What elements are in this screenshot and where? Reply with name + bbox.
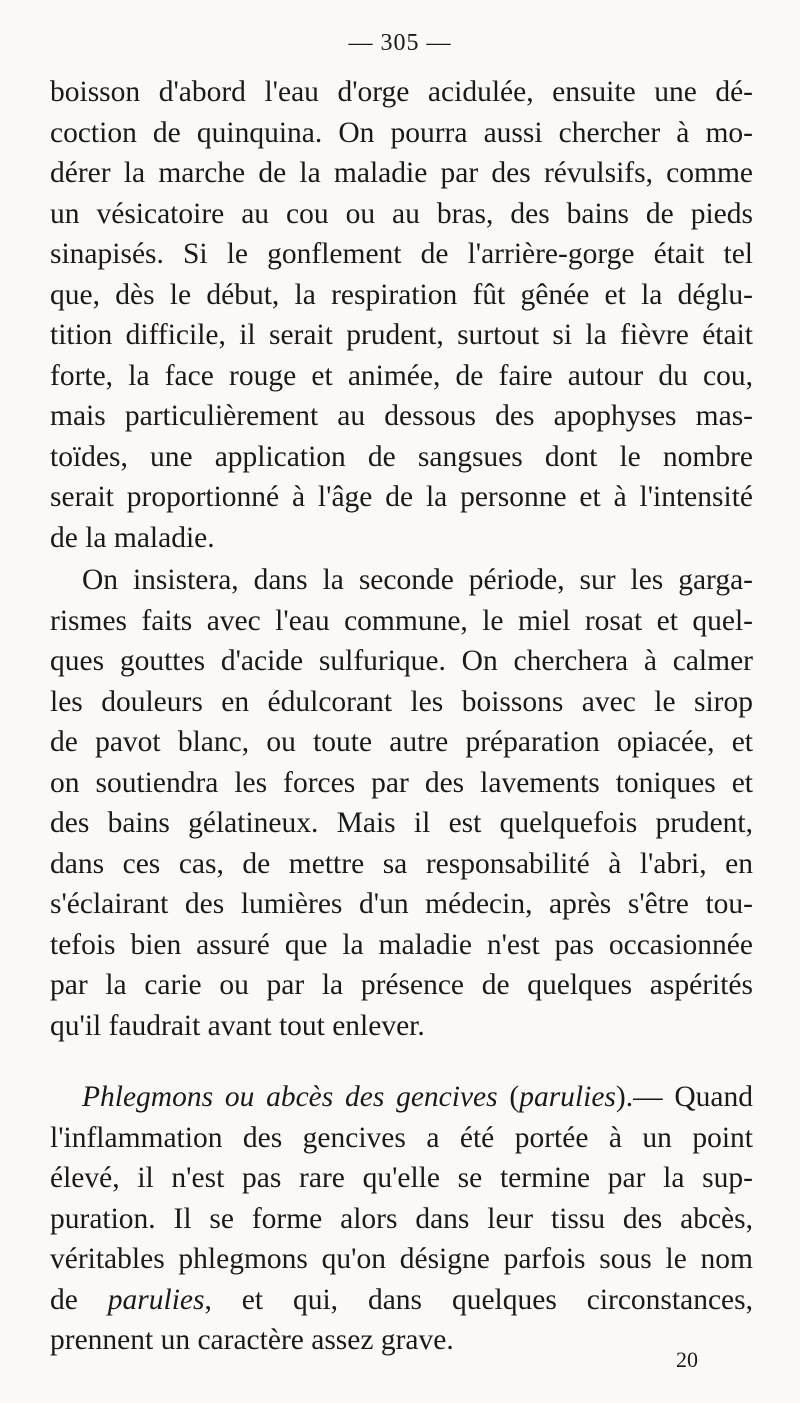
text-line: de la maladie. (50, 521, 215, 554)
text-line: dérer la marche de la maladie par des révulsifs, comme (50, 157, 753, 189)
line-suffix: , et qui, dans quelques circonstances, (204, 1283, 753, 1316)
text-line: mais particulièrement au dessous des apophyses mas- (50, 400, 753, 432)
text-line: un vésicatoire au cou ou au bras, des bains de pieds (50, 197, 753, 230)
text-line: prennent un caractère assez grave. (50, 1324, 454, 1356)
text-line: sinapisés. Si le gonflement de l'arrière-gorge était tel (50, 238, 753, 270)
text-line: qu'il faudrait avant tout enlever. (50, 1009, 425, 1042)
text-line: élevé, il n'est pas rare qu'elle se termine par la sup- (50, 1162, 753, 1194)
text-line: coction de quinquina. On pourra aussi chercher à mo- (50, 116, 753, 149)
text-line: tition difficile, il serait prudent, surtout si la fièvre était (50, 319, 753, 351)
text-line: par la carie ou par la présence de quelques aspérités (50, 969, 753, 1001)
text-line: toïdes, une application de sangsues dont le nombre (50, 440, 753, 473)
text-line: les douleurs en édulcorant les boissons avec le sirop (50, 685, 753, 718)
text-line: tefois bien assuré que la maladie n'est pas occasionnée (50, 928, 753, 961)
heading-term: parulies (519, 1081, 616, 1113)
text-line: que, dès le début, la respiration fût gênée et la déglu- (50, 278, 753, 311)
text-line: véritables phlegmons qu'on désigne parfois sous le nom (50, 1243, 753, 1275)
text-line: des bains gélatineux. Mais il est quelquefois prudent, (50, 807, 753, 839)
text-line: puration. Il se forme alors dans leur tissu des abcès, (50, 1202, 753, 1235)
text-line: dans ces cas, de mettre sa responsabilité à l'abri, en (50, 847, 753, 880)
line-prefix: de (50, 1283, 108, 1316)
section-heading-line (50, 1077, 753, 1118)
paragraph-treatment-second-period (50, 560, 753, 1046)
text-line: l'inflammation des gencives a été portée à un point (50, 1121, 753, 1154)
text-line: On insistera, dans la seconde période, sur les garga- (82, 564, 753, 596)
signature-mark: 20 (676, 1347, 698, 1372)
page-number: — 305 — (348, 30, 452, 56)
term-parulies: parulies (107, 1283, 205, 1316)
text-line: ques gouttes d'acide sulfurique. On cherchera à calmer (50, 645, 753, 677)
paragraph-treatment-first-period (50, 72, 753, 558)
heading-rest: ).— Quand (615, 1081, 753, 1113)
text-line: forte, la face rouge et animée, de faire autour du cou, (50, 359, 753, 392)
text-line: on soutiendra les forces par des lavements toniques et (50, 766, 753, 799)
section-heading: Phlegmons ou abcès des gencives (82, 1081, 498, 1113)
text-line: de pavot blanc, ou toute autre préparation opiacée, et (50, 726, 753, 758)
text-line: s'éclairant des lumières d'un médecin, après s'être tou- (50, 888, 753, 920)
text-line-with-term (50, 1280, 753, 1321)
text-line: serait proportionné à l'âge de la personne et à l'intensité (50, 481, 753, 513)
paragraph-gum-abscess (50, 1077, 753, 1361)
text-line: boisson d'abord l'eau d'orge acidulée, ensuite une dé- (50, 76, 753, 108)
text-line: rismes faits avec l'eau commune, le miel rosat et quel- (50, 604, 753, 637)
heading-paren-open: ( (497, 1081, 520, 1113)
